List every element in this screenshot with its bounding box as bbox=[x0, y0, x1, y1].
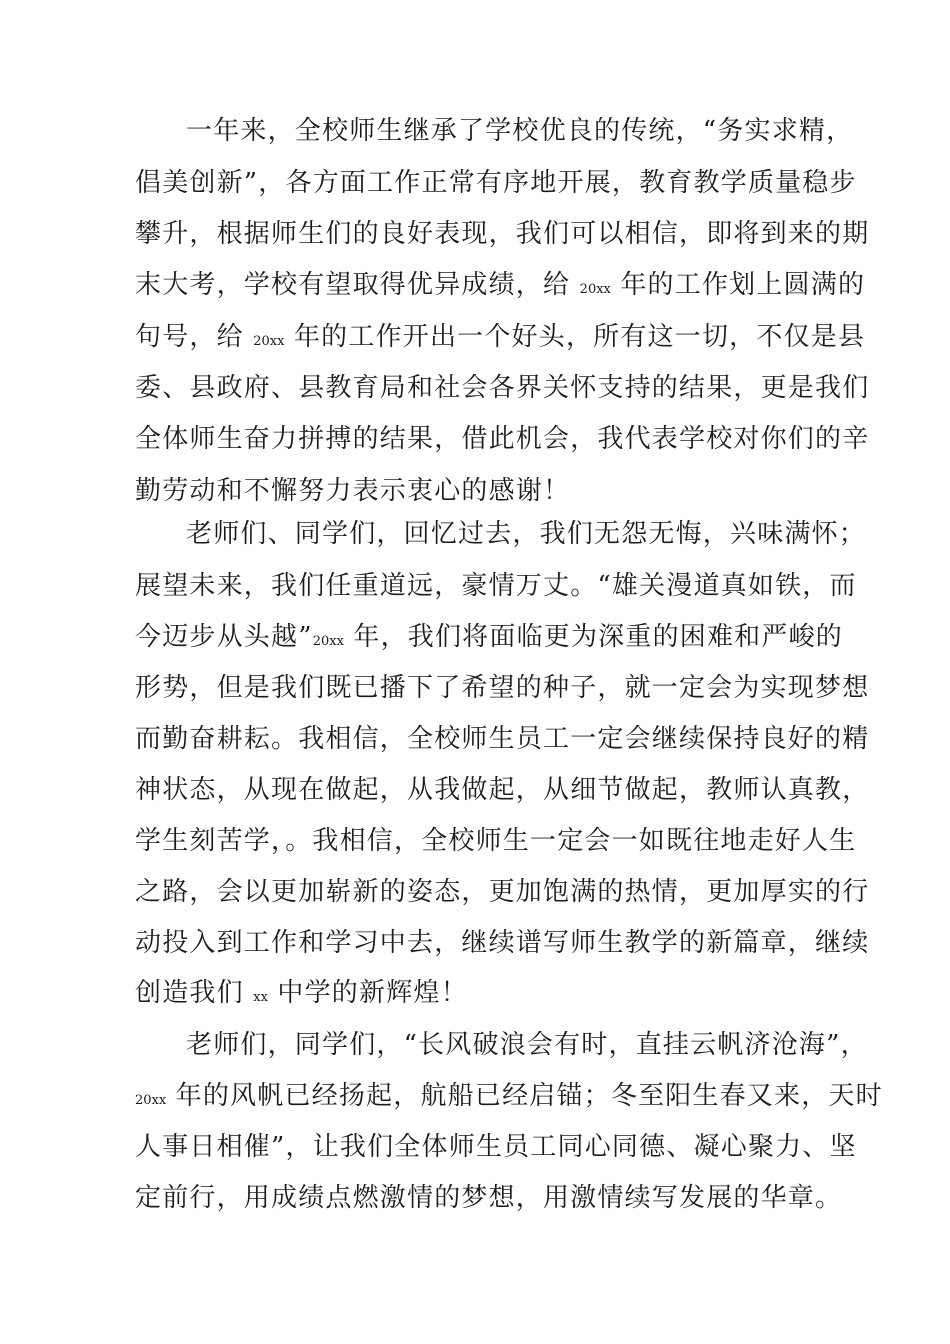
paragraph-2-line-6: 神状态，从现在做起，从我做起，从细节做起，教师认真教， bbox=[135, 775, 870, 805]
paragraph-1-line-3: 攀升，根据师生们的良好表现，我们可以相信，即将到来的期 bbox=[135, 219, 870, 249]
paragraph-1-line-6: 委、县政府、县教育局和社会各界关怀支持的结果，更是我们 bbox=[135, 373, 870, 403]
paragraph-3-line-3: 人事日相催”，让我们全体师生员工同心同德、凝心聚力、坚 bbox=[135, 1132, 857, 1162]
paragraph-2-line-3: 今迈步从头越”20xx 年，我们将面临更为深重的困难和严峻的 bbox=[135, 622, 843, 652]
paragraph-3-line-1: 老师们，同学们，“长风破浪会有时，直挂云帆济沧海”， bbox=[186, 1030, 868, 1060]
paragraph-2-line-2: 展望未来，我们任重道远，豪情万丈。“雄关漫道真如铁，而 bbox=[135, 571, 857, 601]
paragraph-2-line-4: 形势，但是我们既已播下了希望的种子，就一定会为实现梦想 bbox=[135, 673, 870, 703]
paragraph-1-line-8: 勤劳动和不懈努力表示衷心的感谢！ bbox=[135, 476, 571, 506]
paragraph-2-line-5: 而勤奋耕耘。我相信，全校师生员工一定会继续保持良好的精 bbox=[135, 724, 870, 754]
paragraph-1-line-4: 末大考，学校有望取得优异成绩，给 20xx 年的工作划上圆满的 bbox=[135, 270, 866, 300]
paragraph-2-line-9: 动投入到工作和学习中去，继续谱写师生教学的新篇章，继续 bbox=[135, 928, 870, 958]
paragraph-2-line-7: 学生刻苦学，。我相信，全校师生一定会一如既往地走好人生 bbox=[135, 826, 857, 856]
paragraph-1-line-7: 全体师生奋力拼搏的结果，借此机会，我代表学校对你们的辛 bbox=[135, 424, 870, 454]
paragraph-3-line-4: 定前行，用成绩点燃激情的梦想，用激情续写发展的华章。 bbox=[135, 1183, 843, 1213]
paragraph-1-line-5: 句号，给 20xx 年的工作开出一个好头，所有这一切，不仅是县 bbox=[135, 322, 866, 352]
paragraph-1-line-2: 倡美创新”，各方面工作正常有序地开展，教育教学质量稳步 bbox=[135, 168, 857, 198]
paragraph-2-line-1: 老师们、同学们，回忆过去，我们无怨无悔，兴味满怀； bbox=[186, 519, 867, 549]
paragraph-3-line-2: 20xx 年的风帆已经扬起，航船已经启锚；冬至阳生春又来，天时 bbox=[135, 1081, 883, 1111]
paragraph-2-line-8: 之路，会以更加崭新的姿态，更加饱满的热情，更加厚实的行 bbox=[135, 877, 870, 907]
paragraph-1-line-1: 一年来，全校师生继承了学校优良的传统，“务实求精， bbox=[186, 116, 854, 146]
paragraph-2-line-10: 创造我们 xx 中学的新辉煌！ bbox=[135, 978, 468, 1008]
